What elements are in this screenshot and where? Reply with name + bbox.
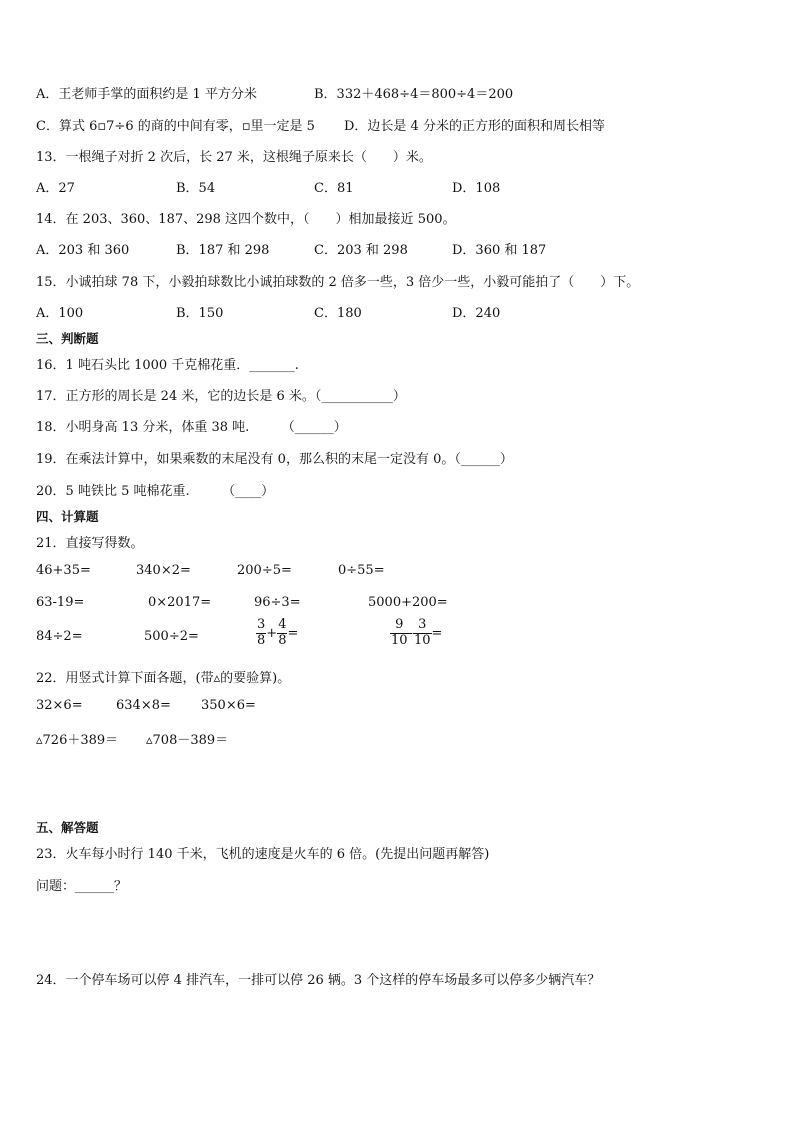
calc-item: 32×6= xyxy=(36,698,83,713)
numerator: 4 xyxy=(278,617,287,632)
question-20: 20．5 吨铁比 5 吨棉花重. （____） xyxy=(36,484,275,499)
option-a: A．王老师手掌的面积约是 1 平方分米 xyxy=(36,87,257,102)
calc-item: 5000+200= xyxy=(368,595,448,610)
question-14: 14．在 203、360、187、298 这四个数中，（ ）相加最接近 500。 xyxy=(36,212,456,227)
calc-item: 84÷2= xyxy=(36,629,83,644)
question-23: 23．火车每小时行 140 千米，飞机的速度是火车的 6 倍。(先提出问题再解答) xyxy=(36,847,490,862)
section-heading-word-problems: 五、解答题 xyxy=(36,820,99,835)
fraction-expression xyxy=(256,618,298,649)
fraction-expression xyxy=(390,618,442,649)
section-heading-calculation: 四、计算题 xyxy=(36,509,99,524)
q15-option-d: D．240 xyxy=(452,306,501,321)
q14-option-b: B．187 和 298 xyxy=(176,243,270,258)
operator: + xyxy=(266,625,278,641)
question-15: 15．小诚拍球 78 下，小毅拍球数比小诚拍球数的 2 倍多一些，3 倍少一些，小毅可能拍了（ ）下。 xyxy=(36,275,640,290)
q13-option-c: C．81 xyxy=(314,181,354,196)
calc-item: 0÷55= xyxy=(338,563,385,578)
denominator: 10 xyxy=(413,632,431,648)
option-d: D．边长是 4 分米的正方形的面积和周长相等 xyxy=(344,119,605,134)
calc-item: 340×2= xyxy=(136,563,191,578)
question-24: 24．一个停车场可以停 4 排汽车，一排可以停 26 辆。3 个这样的停车场最多可以停多少辆汽车？ xyxy=(36,973,601,988)
q14-option-a: A．203 和 360 xyxy=(36,243,130,258)
calc-item: 0×2017= xyxy=(148,595,212,610)
numerator: 3 xyxy=(413,618,432,634)
q13-option-a: A．27 xyxy=(36,181,75,196)
q13-option-b: B．54 xyxy=(176,181,216,196)
q14-option-c: C．203 和 298 xyxy=(314,243,408,258)
equals: = xyxy=(431,625,443,641)
question-13: 13．一根绳子对折 2 次后，长 27 米，这根绳子原来长（ ）米。 xyxy=(36,150,432,165)
section-heading-judgement: 三、判断题 xyxy=(36,331,99,346)
calc-item: 634×8= xyxy=(116,698,171,713)
calc-item: 63-19= xyxy=(36,595,85,610)
calc-item: 500÷2= xyxy=(144,629,199,644)
numerator: 3 xyxy=(257,617,266,632)
calc-item: ▵726＋389＝ xyxy=(36,733,119,748)
equals: = xyxy=(287,625,299,641)
q15-option-b: B．150 xyxy=(176,306,224,321)
question-22: 22．用竖式计算下面各题，(带▵的要验算)。 xyxy=(36,671,291,686)
denominator: 8 xyxy=(278,632,287,648)
question-16: 16．1 吨石头比 1000 千克棉花重．_______. xyxy=(36,358,299,373)
question-17: 17．正方形的周长是 24 米，它的边长是 6 米。（___________） xyxy=(36,389,406,404)
operator: - xyxy=(408,625,413,641)
denominator: 8 xyxy=(257,632,266,648)
numerator: 9 xyxy=(390,618,409,634)
calc-item: 350×6= xyxy=(201,698,256,713)
question-19: 19．在乘法计算中，如果乘数的末尾没有 0，那么积的末尾一定没有 0。（______） xyxy=(36,452,513,467)
option-c: C．算式 6▫7÷6 的商的中间有零，▫里一定是 5 xyxy=(36,119,315,134)
q14-option-d: D．360 和 187 xyxy=(452,243,547,258)
calc-item: ▵708－389＝ xyxy=(146,733,229,748)
question-18: 18．小明身高 13 分米，体重 38 吨. （______） xyxy=(36,420,347,435)
calc-item: 200÷5= xyxy=(237,563,292,578)
question-21: 21．直接写得数。 xyxy=(36,536,144,551)
q15-option-c: C．180 xyxy=(314,306,362,321)
q15-option-a: A．100 xyxy=(36,306,84,321)
calc-item: 46+35= xyxy=(36,563,91,578)
option-b: B．332＋468÷4＝800÷4＝200 xyxy=(314,87,514,102)
q13-option-d: D．108 xyxy=(452,181,501,196)
denominator: 10 xyxy=(391,632,408,648)
question-23-prompt: 问题：______？ xyxy=(36,879,128,894)
calc-item: 96÷3= xyxy=(254,595,301,610)
